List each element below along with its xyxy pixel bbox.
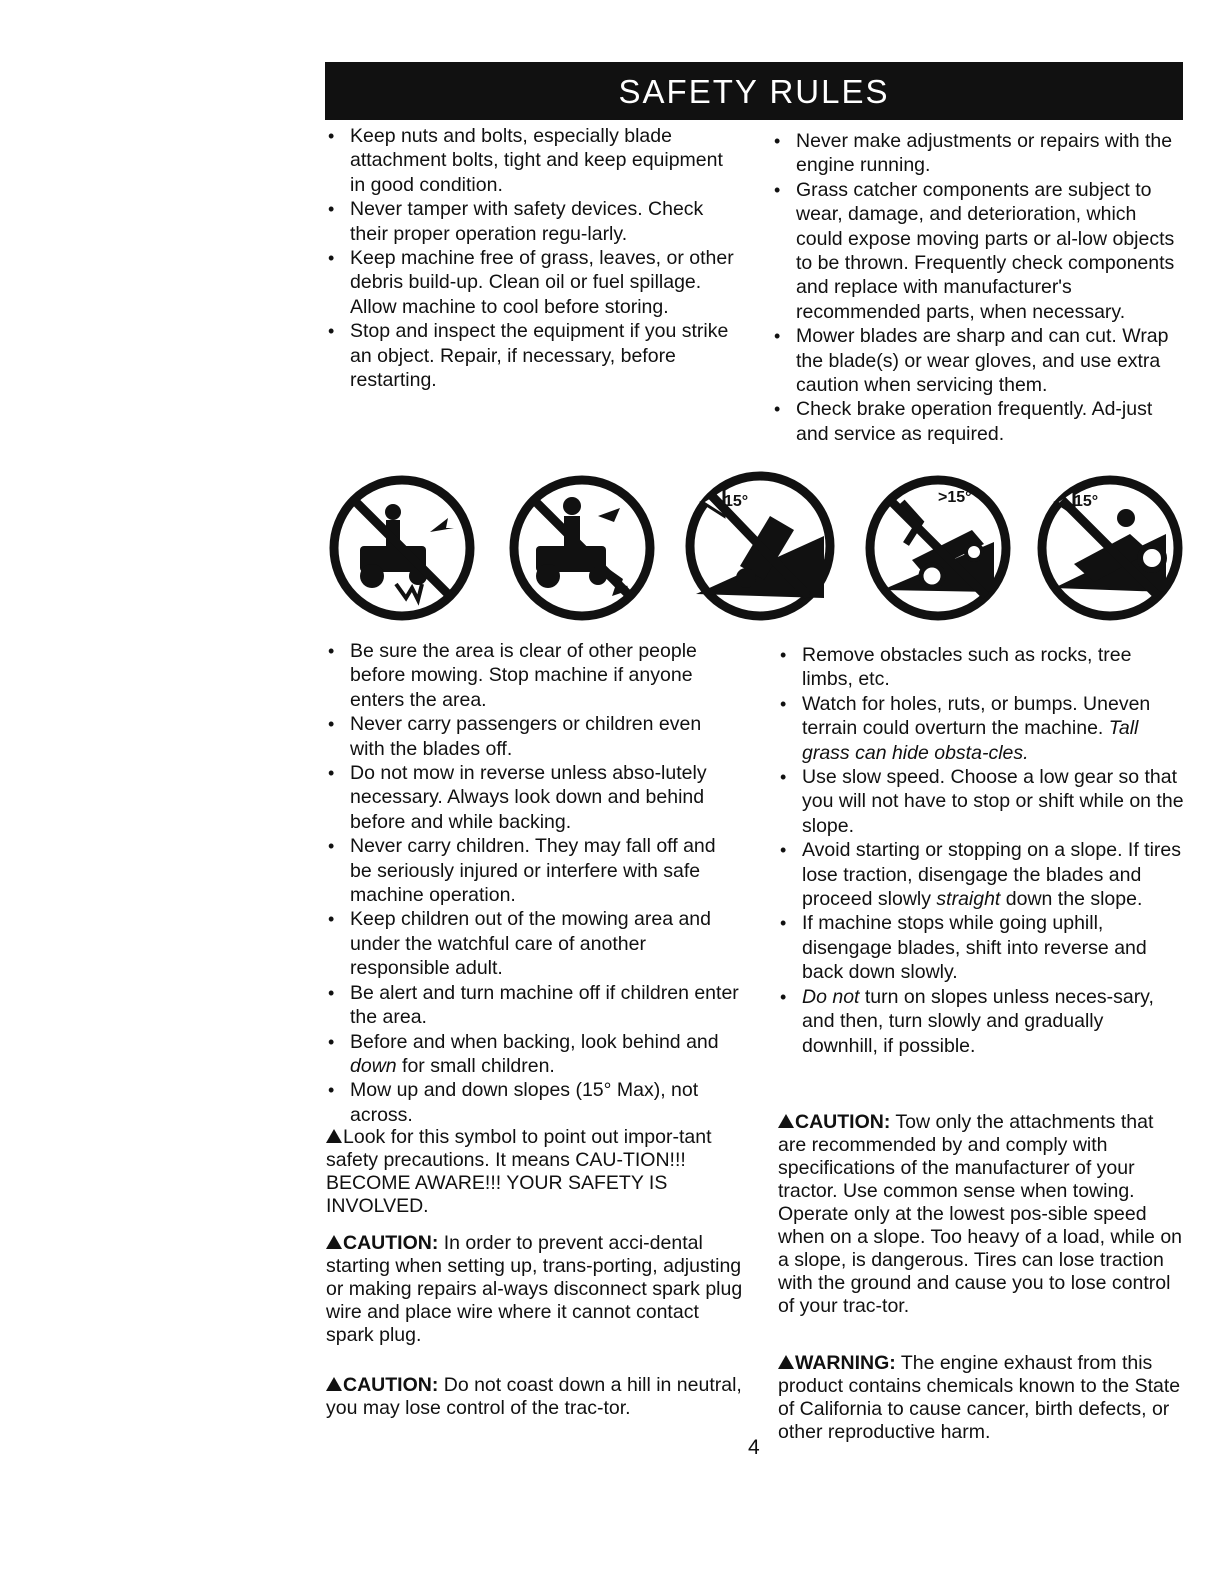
list-item: • Never carry passengers or children even with the blades off.: [326, 712, 740, 761]
warning-triangle-icon: [778, 1355, 794, 1369]
list-item: • Be alert and turn machine off if children enter the area.: [326, 981, 740, 1030]
caution-triangle-icon: [326, 1129, 342, 1143]
list-item: • Use slow speed. Choose a low gear so that you will not have to stop or shift while on the slope.: [778, 765, 1184, 838]
text-run: turn on slopes unless neces-sary, and then, turn slowly and gradually downhill, if possible.: [802, 985, 1154, 1057]
caution-label: CAUTION:: [343, 1374, 439, 1396]
list-item: • Never tamper with safety devices. Check their proper operation regu-larly.: [326, 197, 736, 246]
list-item: • Keep nuts and bolts, especially blade attachment bolts, tight and keep equipment in good condition.: [326, 124, 736, 197]
list-item: [326, 1030, 740, 1079]
list-item: [778, 985, 1184, 1058]
text-run: down the slope.: [1000, 888, 1143, 911]
caution-triangle-icon: [326, 1235, 342, 1249]
caution-label: CAUTION:: [795, 1111, 891, 1133]
page-number: 4: [748, 1436, 760, 1459]
warning-note-exhaust: [778, 1352, 1184, 1444]
emphasis: straight: [936, 888, 1001, 911]
list-item: • Remove obstacles such as rocks, tree limbs, etc.: [778, 643, 1184, 692]
caution-note-coasting: [326, 1374, 746, 1420]
list-item: • If machine stops while going uphill, disengage blades, shift into reverse and back down slowly.: [778, 911, 1184, 984]
note-text: The engine exhaust from this product contains chemicals known to the State of California to cause cancer, birth defects, or other reproductive harm.: [778, 1352, 1181, 1443]
list-item: • Keep machine free of grass, leaves, or other debris build-up. Clean oil or fuel spillage. Allow machine to cool before storing.: [326, 246, 736, 319]
text-run: for small children.: [396, 1054, 555, 1077]
caution-note-spark-plug: [326, 1232, 746, 1347]
rules-column-bottom-right: [778, 643, 1184, 1058]
list-item: • Mow up and down slopes (15° Max), not across.: [326, 1078, 740, 1127]
list-item: • Keep children out of the mowing area and under the watchful care of another responsible adult.: [326, 907, 740, 980]
page-title: SAFETY RULES: [325, 62, 1183, 120]
list-item: • Mower blades are sharp and can cut. Wrap the blade(s) or wear gloves, and use extra caution when servicing them.: [772, 324, 1184, 397]
list-item: • Grass catcher components are subject to wear, damage, and deterioration, which could expose moving parts or al-low objects to be thrown. Frequently check components and replace with manufacturer's recommended parts, when necessary.: [772, 178, 1184, 324]
no-steep-slope-icon: [682, 466, 838, 626]
slope-angle-label: >15°: [938, 489, 972, 506]
list-item: [778, 692, 1184, 765]
warning-label: WARNING:: [795, 1352, 896, 1374]
slope-angle-label: 15°: [724, 493, 749, 510]
caution-triangle-icon: [778, 1114, 794, 1128]
note-text: Do not coast down a hill in neutral, you may lose control of the trac-tor.: [326, 1374, 742, 1419]
safety-pictograms: [326, 472, 1190, 644]
list-item: • Stop and inspect the equipment if you strike an object. Repair, if necessary, before restarting.: [326, 319, 736, 392]
list-item: • Never carry children. They may fall off and be seriously injured or interfere with safe machine operation.: [326, 834, 740, 907]
no-passengers-icon: [506, 472, 658, 624]
note-text: Look for this symbol to point out impor-tant safety precautions. It means CAU-TION!!! BECOME AWARE!!! YOUR SAFETY IS INVOLVED.: [326, 1126, 712, 1217]
list-item: • Be sure the area is clear of other people before mowing. Stop machine if anyone enters the area.: [326, 639, 740, 712]
list-item: • Never make adjustments or repairs with the engine running.: [772, 129, 1184, 178]
no-slope-turning-icon: [862, 472, 1014, 624]
text-run: Before and when backing, look behind and: [350, 1030, 719, 1053]
list-item: [778, 838, 1184, 911]
emphasis: Do not: [802, 985, 860, 1008]
no-slope-across-icon: [1034, 472, 1186, 624]
caution-triangle-icon: [326, 1377, 342, 1391]
rules-column-bottom-left: [326, 639, 740, 1127]
caution-label: CAUTION:: [343, 1232, 439, 1254]
list-item: • Check brake operation frequently. Ad-just and service as required.: [772, 397, 1184, 446]
rules-column-top-right: [772, 129, 1184, 446]
note-text: In order to prevent acci-dental starting when setting up, trans-porting, adjusting or making repairs al-ways disconnect spark plug wire and place wire where it cannot contact spark plug.: [326, 1232, 743, 1346]
safety-symbol-note: [326, 1126, 746, 1218]
text-run: Avoid starting or stopping on a slope. If tires lose traction, disengage the blades and proceed slowly: [802, 839, 1182, 911]
slope-angle-label: 15°: [1074, 493, 1099, 510]
no-thrown-objects-icon: [326, 472, 478, 624]
emphasis: down: [350, 1054, 397, 1077]
emphasis: Tall grass can hide obsta-cles.: [802, 717, 1139, 764]
list-item: • Do not mow in reverse unless abso-lutely necessary. Always look down and behind before and while backing.: [326, 761, 740, 834]
text-run: Watch for holes, ruts, or bumps. Uneven terrain could overturn the machine.: [802, 692, 1151, 740]
note-text: Tow only the attachments that are recommended by and comply with specifications of the manufacturer of your tractor. Use common sense when towing. Operate only at the lowest pos-sible speed when on a slope. Too heavy of a load, while on a slope, is dangerous. Tires can lose traction with the ground and cause you to lose control of your trac-tor.: [778, 1111, 1183, 1317]
caution-note-towing: [778, 1111, 1184, 1318]
rules-column-top-left: [326, 124, 736, 392]
